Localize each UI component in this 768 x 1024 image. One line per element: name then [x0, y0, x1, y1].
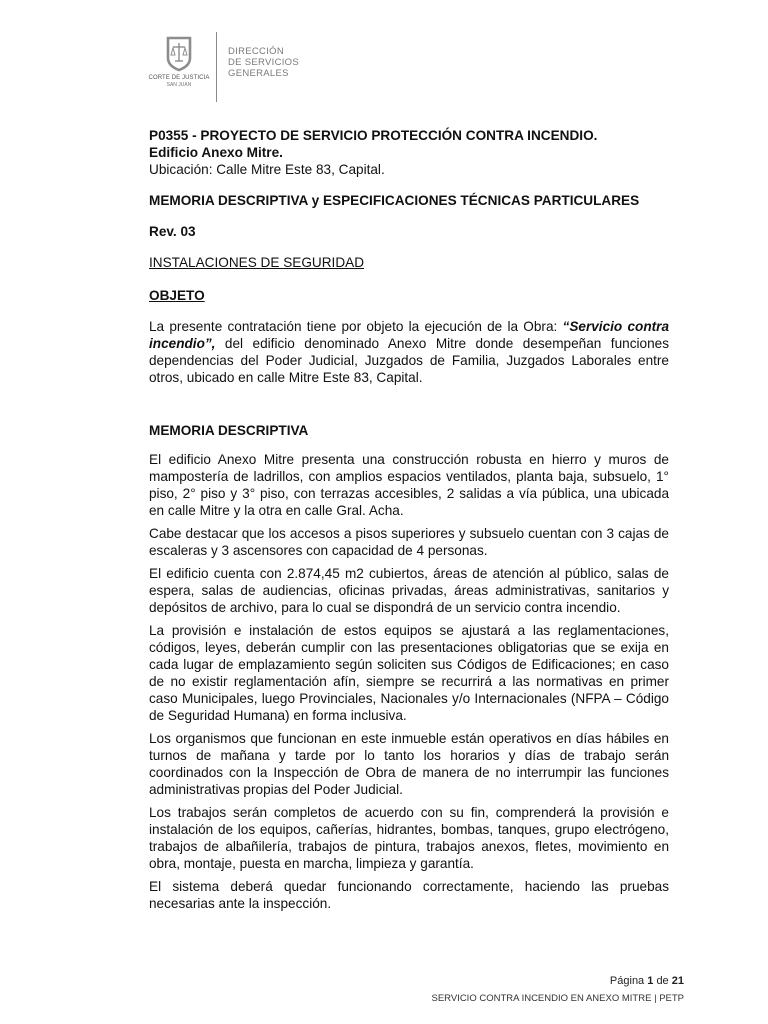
memoria-paragraph: La provisión e instalación de estos equipos se ajustará a las reglamentaciones, códigos, leyes, deberán cumplir con las presentaciones obligatorias que se exija en cada lugar de emplazamiento según soliciten sus Códigos de Edificaciones; en caso de no existir reglamentación afín, siempre se recurrirá a las normativas en primer caso Municipales, luego Provinciales, Nacionales y/o Internacionales (NFPA – Código de Seguridad Humana) en forma inclusiva.: [149, 623, 669, 723]
building-name: Edificio Anexo Mitre.: [149, 145, 283, 160]
memoria-title: MEMORIA DESCRIPTIVA y ESPECIFICACIONES TÉCNICAS PARTICULARES: [149, 193, 640, 208]
doc-code: PETP: [659, 993, 684, 1004]
document-body: [149, 127, 669, 912]
memoria-paragraph: El sistema deberá quedar funcionando correctamente, haciendo las pruebas necesarias ante la inspección.: [149, 879, 669, 911]
revision: Rev. 03: [149, 224, 196, 239]
page-number: 1: [647, 975, 654, 987]
location-line: Ubicación: Calle Mitre Este 83, Capital.: [149, 162, 385, 177]
project-title: P0355 - PROYECTO DE SERVICIO PROTECCIÓN CONTRA INCENDIO.: [149, 128, 598, 143]
objeto-paragraph: [149, 318, 669, 386]
court-logo: [148, 28, 210, 106]
page-footer: [431, 974, 684, 1006]
section-title: INSTALACIONES DE SEGURIDAD: [149, 255, 365, 270]
objeto-heading: OBJETO: [149, 288, 205, 303]
memoria-paragraph: Los organismos que funcionan en este inmueble están operativos en días hábiles en turnos de mañana y tarde por lo tanto los horarios y días de trabajo serán coordinados con la Inspección de Obra de manera de no interrumpir las funciones administrativas propias del Poder Judicial.: [149, 731, 669, 797]
department-name: [228, 46, 299, 79]
memoria-paragraph: El edificio Anexo Mitre presenta una construcción robusta en hierro y muros de mampostería de ladrillos, con amplios espacios ventilados, planta baja, subsuelo, 1° piso, 2° piso y 3° piso, con terrazas accesibles, 2 salidas a vía pública, una ubicada en calle Mitre y la otra en calle Gral. Acha.: [149, 452, 669, 518]
page-of: de: [656, 975, 669, 987]
memoria-heading: MEMORIA DESCRIPTIVA: [149, 423, 309, 438]
header-divider: [216, 32, 217, 102]
doc-separator: |: [654, 993, 657, 1004]
objeto-text-after: del edificio denominado Anexo Mitre donde desempeñan funciones dependencias del Poder Judicial, Juzgados de Familia, Juzgados Laborales entre otros, ubicado en calle Mitre Este 83, Capital.: [149, 336, 669, 385]
document-header: [148, 28, 348, 108]
service-name: “Servicio contra incendio”,: [149, 319, 670, 351]
department-line: DIRECCIÓN: [228, 46, 285, 57]
logo-location: SAN JUAN: [166, 82, 192, 88]
page-total: 21: [671, 975, 684, 987]
doc-ref: SERVICIO CONTRA INCENDIO EN ANEXO MITRE: [431, 993, 652, 1004]
logo-org-name: CORTE DE JUSTICIA: [148, 75, 210, 81]
objeto-text-before: La presente contratación tiene por objeto la ejecución de la Obra:: [149, 319, 563, 334]
department-line: DE SERVICIOS: [228, 57, 299, 68]
document-reference: [431, 992, 684, 1006]
scales-of-justice-icon: [162, 34, 196, 72]
page-counter: [431, 974, 684, 988]
memoria-paragraph: Los trabajos serán completos de acuerdo con su fin, comprenderá la provisión e instalación de los equipos, cañerías, hidrantes, bombas, tanques, grupo electrógeno, trabajos de albañilería, trabajos de pintura, trabajos anexos, fletes, movimiento en obra, montaje, puesta en marcha, limpieza y garantía.: [149, 805, 669, 871]
memoria-paragraph: Cabe destacar que los accesos a pisos superiores y subsuelo cuentan con 3 cajas de escaleras y 3 ascensores con capacidad de 4 personas.: [149, 526, 669, 558]
department-line: GENERALES: [228, 68, 289, 79]
page-label: Página: [609, 975, 645, 987]
memoria-paragraph: El edificio cuenta con 2.874,45 m2 cubiertos, áreas de atención al público, salas de espera, salas de audiencias, oficinas privadas, áreas administrativas, sanitarios y depósitos de archivo, para lo cual se dispondrá de un servicio contra incendio.: [149, 566, 669, 615]
